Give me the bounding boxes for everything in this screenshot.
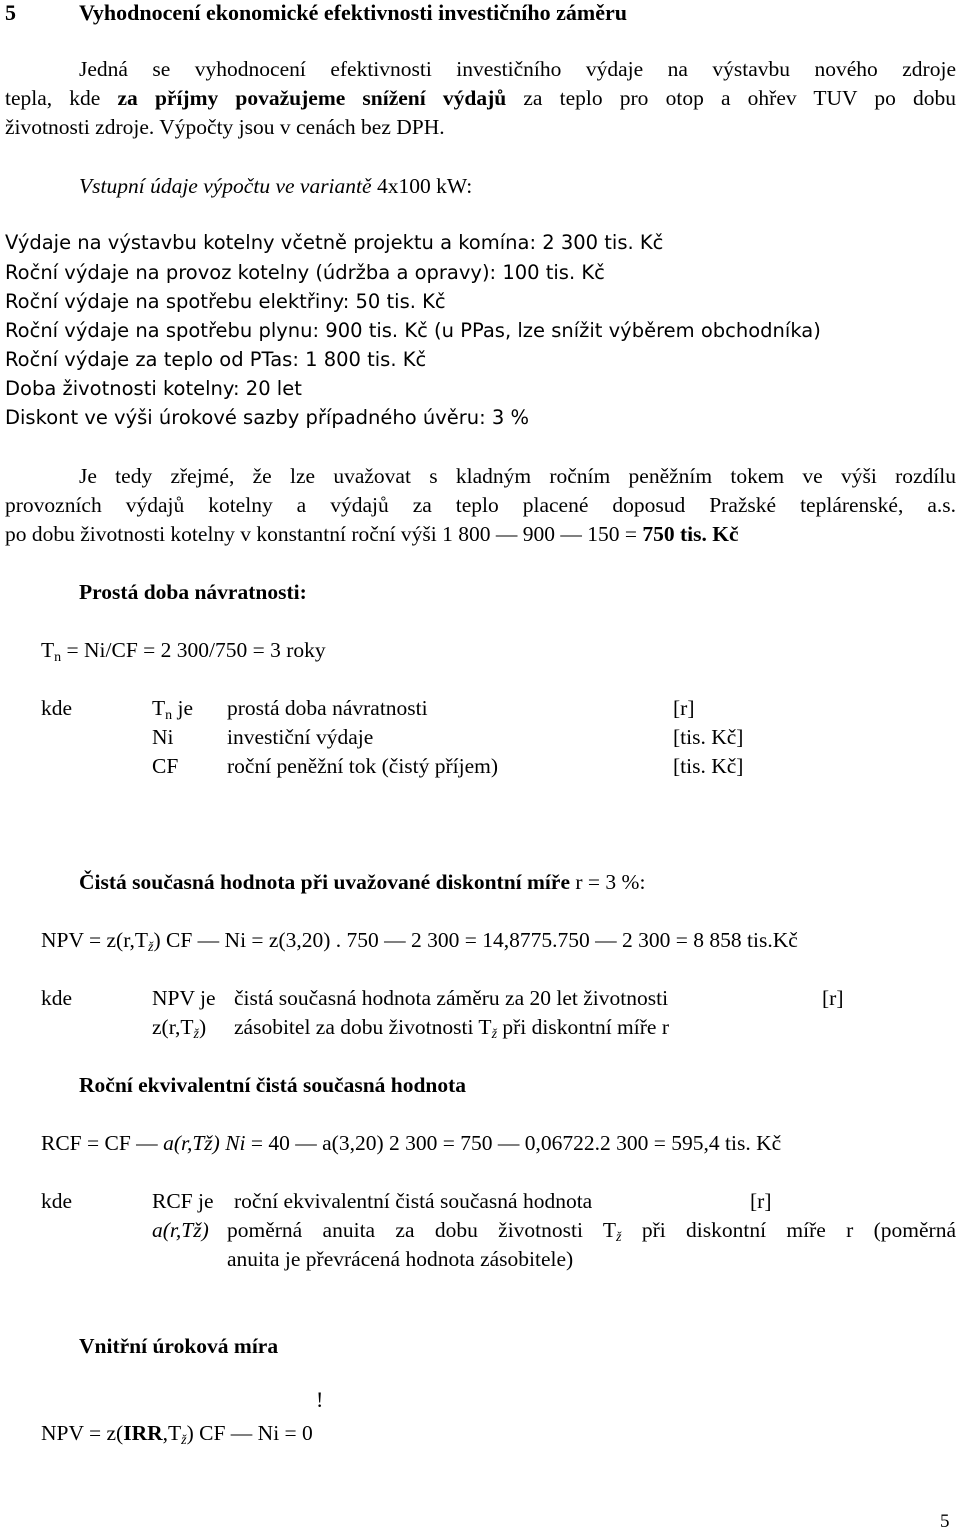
npv-formula: NPV = $z(r,T_ž)$ CF — Ni = z(3,20) . 750 — 2 300 = 14,8775.750 — 2 300 = 8 858 tis.Kč (41, 928, 798, 955)
payback-formula: $T_n = Ni/CF = 2$ 300/750 = 3 roky (41, 638, 326, 665)
payback-row-3-symbol: CF (152, 754, 179, 778)
input-item-2: Roční výdaje na provoz kotelny (údržba a opravy): 100 tis. Kč (5, 261, 605, 284)
cashflow-line-2: provozních výdajů kotelny a výdajů za teplo placené doposud Pražské teplárenské, a.s. (5, 493, 956, 517)
inputs-heading: Vstupní údaje výpočtu ve variantě 4x100 kW: (79, 174, 473, 198)
payback-row-3-unit: [tis. Kč] (673, 754, 744, 778)
input-item-4: Roční výdaje na spotřebu plynu: 900 tis. Kč (u PPas, lze snížit výběrem obchodníka) (5, 319, 821, 342)
intro-line-1: Jedná se vyhodnocení efektivnosti investičního výdaje na výstavbu nového zdroje (79, 57, 956, 81)
npv-heading: Čistá současná hodnota při uvažované diskontní míře r = 3 %: (79, 870, 646, 894)
rcf-kde: kde (41, 1189, 73, 1213)
irr-formula: NPV = $z(IRR,T_ž)$ CF — Ni = 0 (41, 1421, 313, 1448)
rcf-row-2-symbol: a(r,Tž) (152, 1218, 209, 1242)
rcf-row-2-desc: poměrná anuita za dobu životnosti $T_ž$ při diskontní míře r (poměrná (227, 1218, 957, 1245)
input-item-1: Výdaje na výstavbu kotelny včetně projektu a komína: 2 300 tis. Kč (5, 231, 664, 254)
cashflow-line-1: Je tedy zřejmé, že lze uvažovat s kladným ročním peněžním tokem ve výši rozdílu (79, 464, 956, 488)
npv-row-1-symbol: NPV je (152, 986, 216, 1010)
irr-heading: Vnitřní úroková míra (79, 1334, 279, 1358)
payback-row-2-desc: investiční výdaje (227, 725, 374, 749)
npv-row-2-symbol: $z(r,T_ž)$ (152, 1015, 207, 1042)
input-item-3: Roční výdaje na spotřebu elektřiny: 50 tis. Kč (5, 290, 446, 313)
intro-line-2: tepla, kde za příjmy považujeme snížení výdajů za teplo pro otop a ohřev TUV po dobu (5, 86, 956, 110)
rcf-row-1-unit: [r] (750, 1189, 772, 1213)
rcf-heading: Roční ekvivalentní čistá současná hodnota (79, 1073, 467, 1097)
payback-row-3-desc: roční peněžní tok (čistý příjem) (227, 754, 499, 778)
input-item-6: Doba životnosti kotelny: 20 let (5, 377, 302, 400)
payback-kde: kde (41, 696, 73, 720)
intro-emphasis: za příjmy považujeme snížení výdajů (117, 86, 507, 110)
npv-row-1-desc: čistá současná hodnota záměru za 20 let životnosti (234, 986, 669, 1010)
payback-heading: Prostá doba návratnosti: (79, 580, 307, 604)
rcf-row-2-desc-line-2: anuita je převrácená hodnota zásobitele) (227, 1247, 574, 1271)
payback-row-2-symbol: Ni (152, 725, 174, 749)
payback-row-1-desc: prostá doba návratnosti (227, 696, 428, 720)
input-item-7: Diskont ve výši úrokové sazby případného úvěru: 3 % (5, 406, 530, 429)
annual-cashflow-value: 750 tis. Kč (642, 522, 739, 546)
payback-row-2-unit: [tis. Kč] (673, 725, 744, 749)
npv-row-1-unit: [r] (822, 986, 844, 1010)
intro-line-3: životnosti zdroje. Výpočty jsou v cenách bez DPH. (5, 115, 445, 139)
rcf-row-1-desc: roční ekvivalentní čistá současná hodnota (234, 1189, 593, 1213)
section-number: 5 (5, 0, 16, 25)
rcf-formula: RCF = CF — a(r,Tž) Ni = 40 — a(3,20) 2 300 = 750 — 0,06722.2 300 = 595,4 tis. Kč (41, 1131, 782, 1155)
payback-row-1-unit: [r] (673, 696, 695, 720)
npv-kde: kde (41, 986, 73, 1010)
input-item-5: Roční výdaje za teplo od PTas: 1 800 tis. Kč (5, 348, 427, 371)
cashflow-line-3: po dobu životnosti kotelny v konstantní roční výši 1 800 — 900 — 150 = 750 tis. Kč (5, 522, 739, 546)
npv-row-2-desc: zásobitel za dobu životnosti $T_ž$ při diskontní míře r (234, 1015, 669, 1042)
payback-row-1-symbol: $T_n$ je (152, 696, 194, 723)
section-title: Vyhodnocení ekonomické efektivnosti investičního záměru (79, 0, 627, 25)
irr-equality-mark: ! (316, 1387, 324, 1412)
page-number: 5 (940, 1511, 950, 1532)
rcf-row-1-symbol: RCF je (152, 1189, 214, 1213)
